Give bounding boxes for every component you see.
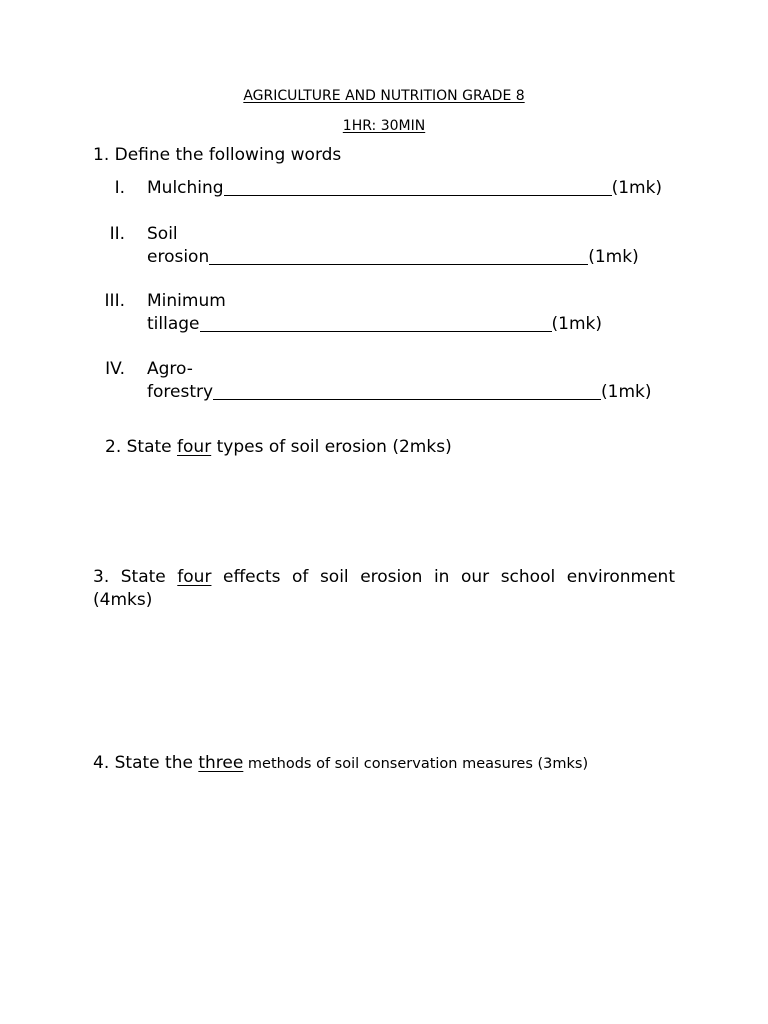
item-term-line1: Agro- — [147, 359, 193, 379]
answer-blank[interactable] — [209, 248, 588, 265]
question-4-emphasis: three — [198, 753, 244, 773]
item-soil-erosion — [147, 246, 639, 269]
item-term: Mulching — [147, 178, 224, 198]
question-3-prompt — [93, 566, 675, 612]
item-term: tillage — [147, 314, 200, 334]
question-4-text: 4. State the — [93, 753, 199, 773]
question-2-text-rest: types of soil erosion (2mks) — [211, 437, 452, 457]
question-3-emphasis: four — [177, 567, 212, 587]
question-2-prompt — [105, 436, 452, 459]
item-term: forestry — [147, 382, 214, 402]
question-3-text-rest: effects of soil erosion in our school environment (4mks) — [93, 567, 675, 610]
item-agro-forestry — [147, 381, 652, 404]
item-numeral: IV. — [105, 359, 125, 379]
item-numeral: II. — [109, 224, 125, 244]
item-numeral: III. — [104, 291, 125, 311]
exam-title-text: AGRICULTURE AND NUTRITION GRADE 8 — [243, 88, 525, 104]
item-marks: (1mk) — [588, 247, 639, 267]
item-marks: (1mk) — [551, 314, 603, 334]
item-marks: (1mk) — [611, 178, 663, 198]
item-minimum-tillage — [147, 313, 602, 336]
answer-blank[interactable] — [224, 179, 612, 196]
exam-title — [0, 87, 768, 105]
item-term-line1: Minimum — [147, 291, 226, 311]
item-term: erosion — [147, 247, 210, 267]
question-1-prompt: 1. Define the following words — [93, 145, 342, 165]
item-term-line1: Soil — [147, 224, 178, 244]
question-2-emphasis: four — [177, 437, 212, 457]
question-4-prompt — [93, 752, 588, 776]
answer-blank[interactable] — [200, 315, 552, 332]
exam-duration — [0, 117, 768, 135]
item-numeral: I. — [114, 178, 125, 198]
item-marks: (1mk) — [601, 382, 652, 402]
answer-blank[interactable] — [213, 383, 601, 400]
exam-duration-text: 1HR: 30MIN — [342, 118, 426, 134]
question-2-text: 2. State — [105, 437, 178, 457]
question-3-text: 3. State — [93, 567, 178, 587]
item-mulching — [147, 177, 662, 200]
question-4-text-rest: methods of soil conservation measures (3mks) — [243, 756, 589, 772]
